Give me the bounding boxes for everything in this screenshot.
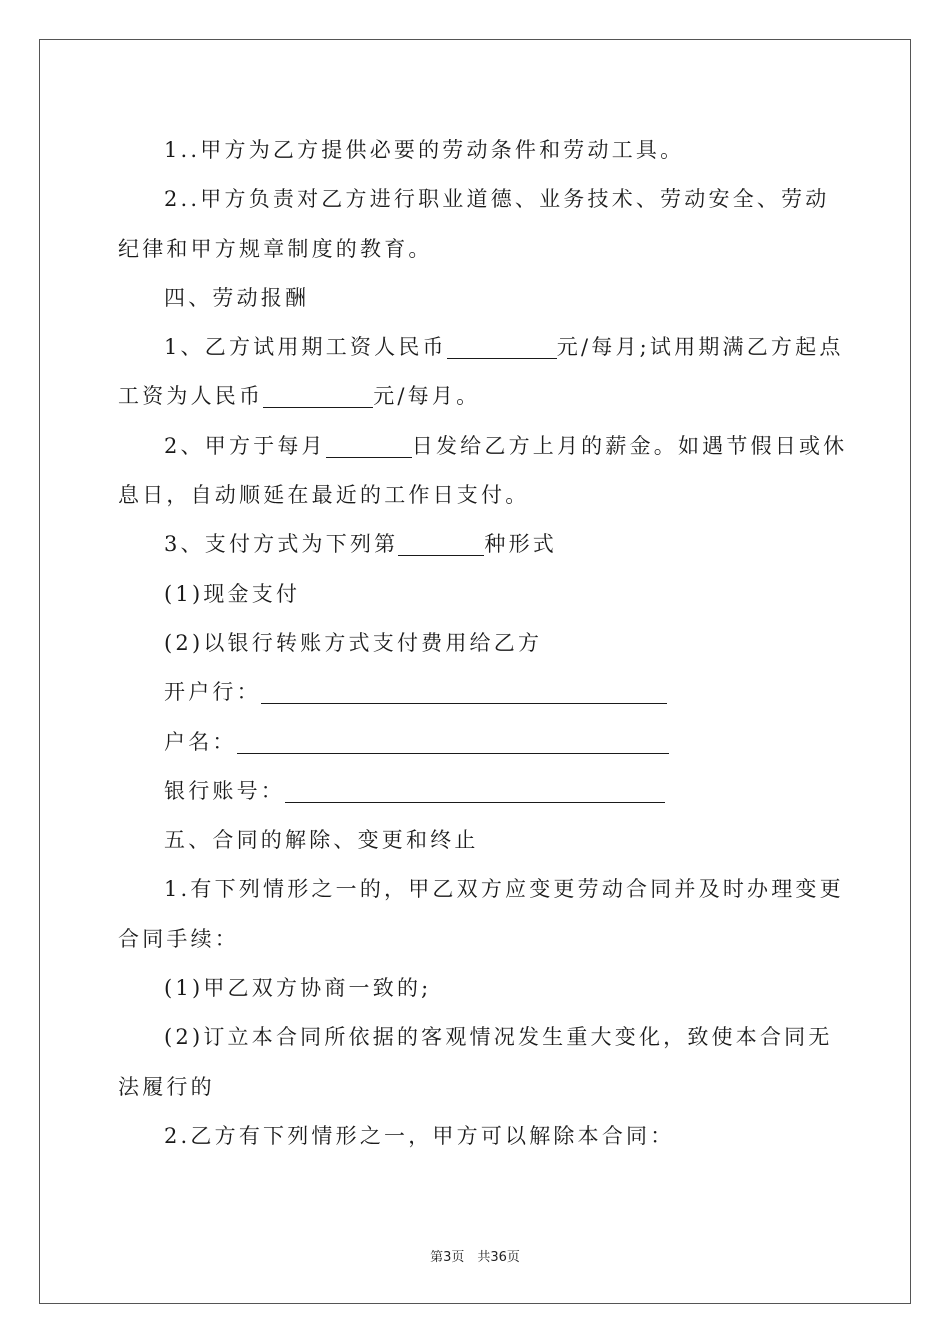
text-segment: 开户行： — [164, 680, 261, 705]
text-segment: 2、甲方于每月 — [164, 433, 326, 458]
text-line: 纪律和甲方规章制度的教育。 — [118, 236, 433, 261]
text-line — [118, 668, 838, 717]
text-line: (1)甲乙双方协商一致的; — [164, 976, 432, 1001]
text-line: 法履行的 — [118, 1074, 215, 1099]
text-line — [118, 718, 838, 767]
text-segment: 3、支付方式为下列第 — [164, 532, 399, 557]
fill-in-blank — [398, 533, 484, 556]
page-footer: 第3页 共36页 — [430, 1250, 520, 1265]
text-segment: 种形式 — [484, 532, 557, 557]
fill-in-blank — [326, 435, 412, 458]
text-line: 2.乙方有下列情形之一，甲方可以解除本合同： — [164, 1123, 675, 1148]
text-line — [118, 767, 838, 816]
text-segment: 户名： — [164, 729, 237, 754]
document-body — [118, 126, 848, 1161]
text-segment: 元/每月。 — [373, 384, 481, 409]
text-line: (2)以银行转账方式支付费用给乙方 — [164, 630, 543, 655]
fill-in-blank — [263, 385, 373, 408]
text-line: (2)订立本合同所依据的客观情况发生重大变化，致使本合同无 — [164, 1025, 833, 1050]
text-segment: 元/每月;试用期满乙方起点 — [556, 335, 844, 360]
fill-in-blank — [285, 780, 665, 803]
text-segment: 1、乙方试用期工资人民币 — [164, 335, 447, 360]
fill-in-blank — [237, 731, 669, 754]
text-line: 1.有下列情形之一的，甲乙双方应变更劳动合同并及时办理变更 — [164, 877, 844, 902]
text-line: 息日，自动顺延在最近的工作日支付。 — [118, 483, 530, 508]
text-line — [118, 323, 844, 372]
text-line: 五、合同的解除、变更和终止 — [164, 828, 479, 853]
text-line: (1)现金支付 — [164, 581, 301, 606]
text-line: 合同手续： — [118, 926, 239, 951]
text-segment: 工资为人民币 — [118, 384, 264, 409]
fill-in-blank — [447, 336, 557, 359]
text-segment: 银行账号： — [164, 778, 285, 803]
text-line: 2..甲方负责对乙方进行职业道德、业务技术、劳动安全、劳动 — [164, 187, 830, 212]
text-line — [118, 372, 838, 421]
text-line — [118, 422, 848, 471]
text-line: 四、劳动报酬 — [164, 285, 310, 310]
text-segment: 日发给乙方上月的薪金。如遇节假日或休 — [411, 433, 848, 458]
fill-in-blank — [261, 681, 667, 704]
text-line: 1..甲方为乙方提供必要的劳动条件和劳动工具。 — [164, 138, 685, 162]
text-line — [118, 520, 838, 569]
